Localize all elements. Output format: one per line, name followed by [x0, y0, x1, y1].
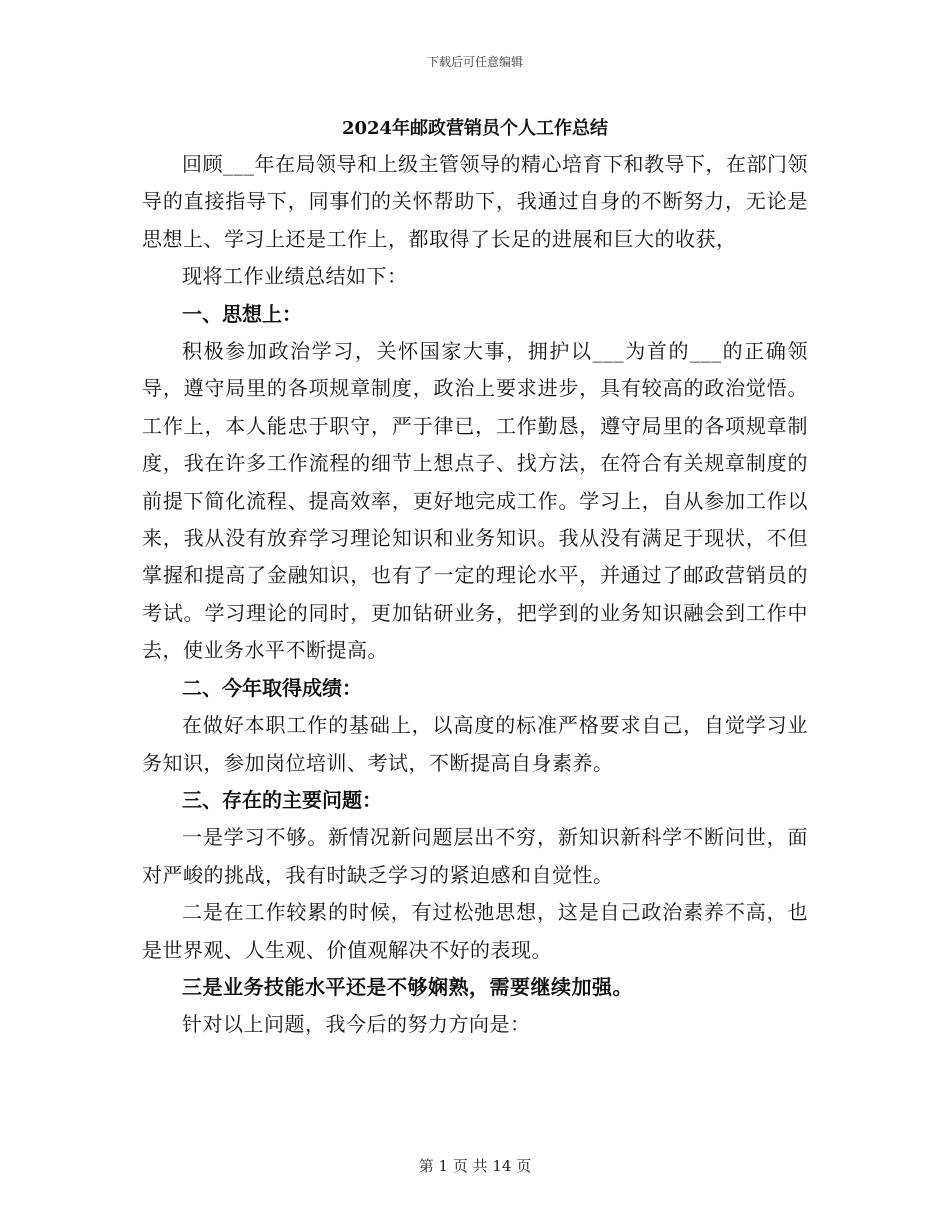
section-heading-ideology: 一、思想上： [182, 301, 302, 326]
section-heading-problems: 三、存在的主要问题： [182, 787, 382, 812]
section-body-problems-1: 一是学习不够。新情况新问题层出不穷，新知识新科学不断问世，面对严峻的挑战，我有时缺乏学习的紧迫感和自觉性。 [142, 825, 808, 887]
section-body-ideology: 积极参加政治学习，关怀国家大事，拥护以___为首的___的正确领导，遵守局里的各项规章制度，政治上要求进步，具有较高的政治觉悟。工作上，本人能忠于职守，严于律已，工作勤恳，遵守局里的各项规章制度，我在许多工作流程的细节上想点子、找方法，在符合有关规章制度的前提下简化流程、提高效率，更好地完成工作。学习上，自从参加工作以来，我从没有放弃学习理论知识和业务知识。我从没有满足于现状，不但掌握和提高了金融知识，也有了一定的理论水平，并通过了邮政营销员的考试。学习理论的同时，更加钻研业务，把学到的业务知识融会到工作中去，使业务水平不断提高。 [142, 339, 808, 663]
document-page [142, 112, 808, 1044]
summary-lead-paragraph: 现将工作业绩总结如下： [182, 264, 408, 289]
page-header-note: 下载后可任意编辑 [426, 55, 523, 69]
document-title: 2024年邮政营销员个人工作总结 [341, 118, 609, 139]
section-body-achievements: 在做好本职工作的基础上，以高度的标准严格要求自己，自觉学习业务知识，参加岗位培训、考试，不断提高自身素养。 [142, 713, 808, 775]
section-heading-achievements: 二、今年取得成绩： [182, 675, 362, 700]
intro-paragraph: 回顾___年在局领导和上级主管领导的精心培育下和教导下，在部门领导的直接指导下，同事们的关怀帮助下，我通过自身的不断努力，无论是思想上、学习上还是工作上，都取得了长足的进展和巨大的收获， [142, 152, 808, 251]
page-footer-number: 第 1 页 共 14 页 [418, 1157, 532, 1175]
problem-three-bold-line: 三是业务技能水平还是不够娴熟，需要继续加强。 [182, 974, 633, 999]
section-body-problems-2: 二是在工作较累的时候，有过松弛思想，这是自己政治素养不高，也是世界观、人生观、价值观解决不好的表现。 [142, 900, 808, 962]
closing-paragraph: 针对以上问题，我今后的努力方向是： [182, 1012, 531, 1037]
